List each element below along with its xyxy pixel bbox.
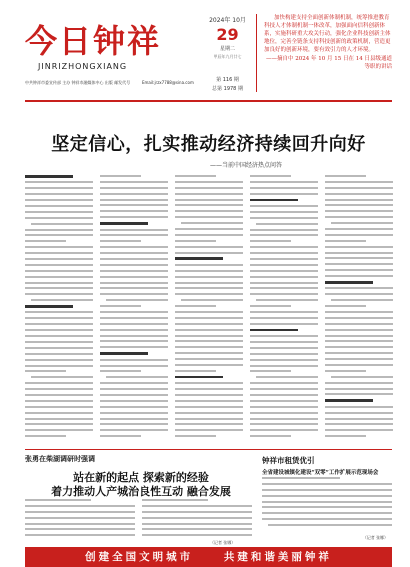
text-line bbox=[262, 495, 392, 497]
text-line bbox=[25, 528, 135, 530]
text-line bbox=[142, 528, 252, 530]
text-line bbox=[100, 311, 168, 313]
issue-number: 第 116 期 bbox=[216, 77, 239, 83]
text-line bbox=[256, 376, 318, 378]
text-line bbox=[100, 204, 168, 206]
sidebar-body bbox=[262, 477, 392, 530]
text-line bbox=[325, 210, 393, 212]
text-line bbox=[175, 435, 216, 437]
text-line bbox=[25, 423, 93, 425]
text-line bbox=[325, 382, 393, 384]
sidebar-byline: （记者 张娜） bbox=[362, 535, 388, 540]
text-line bbox=[175, 282, 243, 284]
section2-headline-line2: 着力推动人产城治良性互动 融合发展 bbox=[51, 485, 231, 498]
text-line bbox=[181, 299, 243, 301]
text-line bbox=[256, 223, 318, 225]
text-line bbox=[100, 412, 168, 414]
promo-quote-box bbox=[264, 14, 392, 94]
text-line bbox=[325, 418, 393, 420]
text-line bbox=[25, 412, 93, 414]
text-line bbox=[250, 246, 318, 248]
text-line bbox=[325, 311, 393, 313]
text-line bbox=[325, 412, 393, 414]
sidebar-article bbox=[262, 455, 392, 541]
text-line bbox=[25, 429, 93, 431]
text-line bbox=[262, 518, 392, 520]
text-line bbox=[331, 299, 393, 301]
text-line bbox=[100, 400, 168, 402]
text-line bbox=[175, 340, 243, 342]
text-line bbox=[325, 429, 393, 431]
text-line bbox=[25, 205, 93, 207]
masthead-rule bbox=[25, 100, 392, 102]
text-line bbox=[262, 483, 392, 485]
masthead bbox=[0, 0, 410, 130]
section2-byline: （记者 张娜） bbox=[210, 540, 236, 545]
text-line bbox=[175, 240, 216, 242]
issue-day: 29 bbox=[216, 25, 239, 44]
text-line bbox=[100, 388, 168, 390]
text-line bbox=[100, 229, 168, 231]
sidebar-title: 钟祥市租赁优引 bbox=[262, 456, 315, 465]
text-line bbox=[250, 317, 318, 319]
text-line bbox=[250, 305, 291, 307]
text-line bbox=[25, 341, 93, 343]
text-line bbox=[250, 323, 318, 325]
text-line bbox=[175, 317, 243, 319]
text-line bbox=[25, 258, 93, 260]
text-line bbox=[325, 346, 393, 348]
text-line bbox=[25, 276, 93, 278]
contact-email: Email:jrzx7788@sina.com bbox=[142, 80, 194, 85]
text-line bbox=[325, 228, 393, 230]
newspaper-logo: 今日钟祥 bbox=[25, 22, 162, 60]
text-line bbox=[25, 217, 93, 219]
section2-column bbox=[142, 499, 252, 545]
text-line bbox=[25, 199, 93, 201]
text-line bbox=[250, 311, 318, 313]
text-line bbox=[175, 257, 223, 260]
text-line bbox=[175, 228, 243, 230]
text-line bbox=[262, 477, 340, 479]
sidebar-subtitle: 全省建设城镇化建设“双零”工作扩展示范现场会 bbox=[262, 470, 379, 476]
text-line bbox=[25, 353, 93, 355]
text-line bbox=[25, 240, 66, 242]
section-rule bbox=[25, 449, 392, 450]
text-line bbox=[142, 511, 252, 513]
text-line bbox=[250, 282, 318, 284]
text-line bbox=[262, 489, 392, 491]
text-line bbox=[25, 181, 93, 183]
text-line bbox=[331, 376, 393, 378]
slogan-right: 共建和谐美丽钟祥 bbox=[223, 551, 332, 563]
text-line bbox=[175, 423, 243, 425]
text-line bbox=[25, 370, 66, 372]
text-line bbox=[175, 187, 243, 189]
text-line bbox=[250, 293, 318, 295]
text-line bbox=[25, 323, 93, 325]
text-line bbox=[100, 199, 168, 201]
text-line bbox=[100, 394, 168, 396]
promo-quote-text: 加快构建支持全面创新体制机制，统筹推进教育科技人才体制机制一体改革，加强面向信科创新体系，实施科研重大攻关行动，强化企业科技创新主体地位，完善全链条支持科技创新的政策机制，营造更加良好的创新环境，要有效引力的人才环境。 bbox=[264, 15, 391, 53]
text-line bbox=[250, 394, 318, 396]
text-line bbox=[175, 252, 243, 254]
text-line bbox=[106, 376, 168, 378]
text-line bbox=[325, 305, 366, 307]
text-line bbox=[175, 276, 243, 278]
text-line bbox=[325, 240, 366, 242]
text-line bbox=[325, 370, 366, 372]
text-line bbox=[100, 305, 141, 307]
text-line bbox=[250, 258, 318, 260]
text-line bbox=[250, 400, 318, 402]
text-line bbox=[175, 305, 216, 307]
article-column bbox=[250, 175, 318, 445]
text-line bbox=[325, 435, 366, 437]
text-line bbox=[25, 388, 93, 390]
text-line bbox=[175, 388, 243, 390]
text-line bbox=[100, 352, 148, 355]
text-line bbox=[25, 406, 93, 408]
publisher-info: 中共钟祥市委宣传部 主办 钟祥市融媒体中心 出版 邮发代号 bbox=[25, 80, 131, 85]
text-line bbox=[100, 359, 168, 361]
text-line bbox=[325, 423, 393, 425]
text-line bbox=[25, 187, 93, 189]
text-line bbox=[25, 305, 73, 308]
text-line bbox=[250, 388, 318, 390]
text-line bbox=[175, 429, 243, 431]
text-line bbox=[325, 358, 393, 360]
text-line bbox=[175, 323, 243, 325]
text-line bbox=[175, 270, 243, 272]
text-line bbox=[100, 270, 168, 272]
text-line bbox=[100, 406, 168, 408]
text-line bbox=[325, 193, 393, 195]
text-line bbox=[250, 341, 318, 343]
text-line bbox=[325, 364, 393, 366]
text-line bbox=[100, 365, 168, 367]
text-line bbox=[325, 269, 393, 271]
text-line bbox=[325, 329, 393, 331]
text-line bbox=[100, 216, 168, 218]
text-line bbox=[325, 352, 393, 354]
text-line bbox=[100, 193, 168, 195]
text-line bbox=[100, 346, 168, 348]
text-line bbox=[175, 335, 243, 337]
text-line bbox=[175, 246, 243, 248]
text-line bbox=[175, 352, 243, 354]
section2-headline-line1: 站在新的起点 探索新的经验 bbox=[73, 471, 209, 484]
text-line bbox=[175, 234, 243, 236]
text-line bbox=[250, 435, 291, 437]
text-line bbox=[250, 335, 318, 337]
text-line bbox=[175, 311, 243, 313]
text-line bbox=[250, 353, 318, 355]
text-line bbox=[100, 418, 168, 420]
text-line bbox=[250, 370, 291, 372]
text-line bbox=[25, 211, 93, 213]
text-line bbox=[25, 394, 93, 396]
text-line bbox=[25, 317, 93, 319]
text-line bbox=[100, 335, 168, 337]
text-line bbox=[325, 204, 393, 206]
footer-slogan-banner bbox=[25, 547, 392, 567]
text-line bbox=[100, 264, 168, 266]
text-line bbox=[100, 234, 168, 236]
text-line bbox=[25, 193, 93, 195]
text-line bbox=[100, 435, 141, 437]
issue-month: 2024年 10月 bbox=[209, 17, 246, 24]
text-line bbox=[25, 382, 93, 384]
text-line bbox=[175, 293, 243, 295]
text-line bbox=[25, 282, 93, 284]
text-line bbox=[268, 524, 392, 526]
text-line bbox=[250, 423, 318, 425]
text-line bbox=[325, 293, 393, 295]
text-line bbox=[142, 523, 252, 525]
text-line bbox=[25, 365, 93, 367]
text-line bbox=[25, 505, 135, 507]
text-line bbox=[25, 229, 93, 231]
text-line bbox=[100, 252, 168, 254]
text-line bbox=[250, 359, 318, 361]
text-line bbox=[100, 246, 168, 248]
text-line bbox=[250, 264, 318, 266]
text-line bbox=[250, 252, 318, 254]
text-line bbox=[250, 287, 318, 289]
text-line bbox=[325, 399, 373, 402]
text-line bbox=[25, 287, 93, 289]
text-line bbox=[325, 216, 393, 218]
text-line bbox=[250, 240, 291, 242]
text-line bbox=[31, 376, 93, 378]
lead-article-body bbox=[25, 175, 392, 445]
text-line bbox=[250, 412, 318, 414]
text-line bbox=[175, 400, 243, 402]
text-line bbox=[175, 181, 243, 183]
text-line bbox=[325, 275, 393, 277]
promo-quote-attribution: ——摘自中 2024 年 10 月 15 日在 14 日县级通道等职的讲话 bbox=[266, 56, 392, 70]
text-line bbox=[25, 517, 135, 519]
text-line bbox=[250, 347, 318, 349]
text-line bbox=[100, 370, 141, 372]
text-line bbox=[142, 505, 252, 507]
text-line bbox=[175, 418, 243, 420]
text-line bbox=[25, 511, 135, 513]
text-line bbox=[25, 523, 135, 525]
text-line bbox=[325, 263, 393, 265]
issue-date-box bbox=[200, 15, 255, 92]
text-line bbox=[25, 329, 93, 331]
text-line bbox=[100, 240, 141, 242]
text-line bbox=[250, 234, 318, 236]
text-line bbox=[100, 258, 168, 260]
text-line bbox=[250, 211, 318, 213]
text-line bbox=[100, 423, 168, 425]
text-line bbox=[142, 534, 252, 536]
article-column bbox=[175, 175, 243, 445]
text-line bbox=[25, 499, 91, 501]
text-line bbox=[250, 365, 318, 367]
text-line bbox=[25, 270, 93, 272]
text-line bbox=[25, 435, 66, 437]
text-line bbox=[100, 210, 168, 212]
text-line bbox=[100, 276, 168, 278]
text-line bbox=[25, 311, 93, 313]
text-line bbox=[25, 252, 93, 254]
text-line bbox=[175, 358, 243, 360]
text-line bbox=[250, 193, 318, 195]
text-line bbox=[25, 246, 93, 248]
text-line bbox=[250, 270, 318, 272]
text-line bbox=[100, 222, 148, 225]
section2-kicker: 张勇在柴湖调研时强调 bbox=[25, 455, 95, 463]
text-line bbox=[175, 364, 243, 366]
text-line bbox=[325, 287, 393, 289]
text-line bbox=[100, 429, 168, 431]
text-line bbox=[250, 199, 298, 202]
issue-weekday: 星期二 bbox=[219, 46, 235, 52]
text-line bbox=[175, 370, 216, 372]
text-line bbox=[31, 223, 93, 225]
text-line bbox=[325, 340, 393, 342]
text-line bbox=[175, 329, 243, 331]
text-line bbox=[325, 246, 393, 248]
lead-headline: 坚定信心，扎实推动经济持续回升向好 bbox=[51, 134, 366, 155]
text-line bbox=[100, 287, 168, 289]
issue-total-number: 总第 1978 期 bbox=[212, 86, 243, 92]
text-line bbox=[325, 175, 366, 177]
text-line bbox=[250, 382, 318, 384]
text-line bbox=[100, 175, 141, 177]
text-line bbox=[250, 181, 318, 183]
issue-lunar-date: 甲辰年九月廿七 bbox=[213, 54, 242, 59]
text-line bbox=[100, 282, 168, 284]
text-line bbox=[25, 175, 73, 178]
text-line bbox=[142, 517, 252, 519]
article-column bbox=[325, 175, 393, 445]
text-line bbox=[100, 187, 168, 189]
text-line bbox=[25, 359, 93, 361]
text-line bbox=[175, 193, 243, 195]
text-line bbox=[250, 406, 318, 408]
text-line bbox=[250, 329, 298, 332]
newspaper-logo-pinyin: JINRIZHONGXIANG bbox=[38, 62, 128, 71]
text-line bbox=[325, 252, 393, 254]
text-line bbox=[325, 181, 393, 183]
text-line bbox=[100, 382, 168, 384]
text-line bbox=[25, 293, 93, 295]
lead-subhead: ——当前中国经济热点问答 bbox=[210, 162, 283, 169]
text-line bbox=[175, 175, 216, 177]
text-line bbox=[250, 229, 318, 231]
article-column bbox=[25, 175, 93, 445]
text-line bbox=[250, 418, 318, 420]
text-line bbox=[25, 347, 93, 349]
masthead-divider bbox=[256, 14, 257, 92]
text-line bbox=[325, 323, 393, 325]
section2-column bbox=[25, 499, 135, 545]
text-line bbox=[256, 299, 318, 301]
text-line bbox=[250, 217, 318, 219]
text-line bbox=[175, 394, 243, 396]
text-line bbox=[250, 187, 318, 189]
text-line bbox=[100, 181, 168, 183]
text-line bbox=[175, 382, 243, 384]
text-line bbox=[325, 335, 393, 337]
text-line bbox=[175, 412, 243, 414]
text-line bbox=[100, 329, 168, 331]
article-column bbox=[100, 175, 168, 445]
text-line bbox=[100, 317, 168, 319]
text-line bbox=[325, 199, 393, 201]
text-line bbox=[175, 204, 243, 206]
text-line bbox=[25, 418, 93, 420]
text-line bbox=[175, 287, 243, 289]
text-line bbox=[175, 210, 243, 212]
text-line bbox=[106, 299, 168, 301]
text-line bbox=[325, 406, 393, 408]
text-line bbox=[262, 506, 392, 508]
text-line bbox=[325, 317, 393, 319]
text-line bbox=[262, 512, 392, 514]
text-line bbox=[262, 501, 392, 503]
text-line bbox=[250, 276, 318, 278]
text-line bbox=[25, 335, 93, 337]
text-line bbox=[325, 187, 393, 189]
text-line bbox=[100, 323, 168, 325]
text-line bbox=[25, 234, 93, 236]
text-line bbox=[175, 376, 223, 379]
text-line bbox=[175, 216, 243, 218]
text-line bbox=[142, 499, 208, 501]
text-line bbox=[331, 222, 393, 224]
text-line bbox=[250, 175, 291, 177]
text-line bbox=[25, 534, 135, 536]
text-line bbox=[325, 281, 373, 284]
text-line bbox=[175, 346, 243, 348]
text-line bbox=[31, 299, 93, 301]
text-line bbox=[100, 340, 168, 342]
text-line bbox=[325, 388, 393, 390]
text-line bbox=[100, 293, 168, 295]
text-line bbox=[250, 429, 318, 431]
slogan-left: 创建全国文明城市 bbox=[85, 551, 194, 563]
text-line bbox=[25, 400, 93, 402]
text-line bbox=[250, 205, 318, 207]
text-line bbox=[175, 406, 243, 408]
text-line bbox=[181, 222, 243, 224]
text-line bbox=[325, 234, 393, 236]
text-line bbox=[175, 264, 243, 266]
text-line bbox=[175, 199, 243, 201]
text-line bbox=[325, 393, 393, 395]
text-line bbox=[25, 264, 93, 266]
text-line bbox=[325, 257, 393, 259]
